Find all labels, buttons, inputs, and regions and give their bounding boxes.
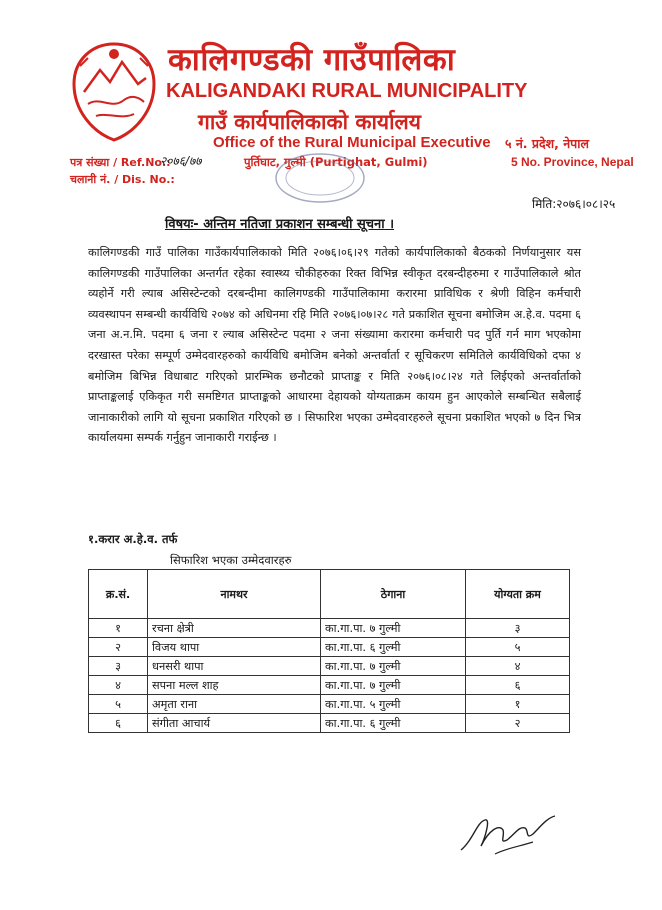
cell-name: संगीता आचार्य <box>148 714 321 733</box>
province-nepali: ५ नं. प्रदेश, नेपाल <box>505 136 589 151</box>
municipality-emblem <box>66 36 162 146</box>
section-heading: १.करार अ.हे.व. तर्फ <box>88 532 178 546</box>
office-stamp <box>270 148 370 208</box>
cell-serial: ५ <box>89 695 148 714</box>
cell-rank: १ <box>466 695 570 714</box>
municipality-title-english: KALIGANDAKI RURAL MUNICIPALITY <box>166 80 528 102</box>
cell-name: विजय थापा <box>148 638 321 657</box>
cell-name: धनसरी थापा <box>148 657 321 676</box>
candidate-table <box>88 569 570 733</box>
table-row <box>89 676 570 695</box>
table-row <box>89 619 570 638</box>
cell-rank: २ <box>466 714 570 733</box>
cell-address: का.गा.पा. ६ गुल्मी <box>321 638 466 657</box>
cell-address: का.गा.पा. ७ गुल्मी <box>321 676 466 695</box>
cell-serial: ४ <box>89 676 148 695</box>
cell-name: रचना क्षेत्री <box>148 619 321 638</box>
header-rank: योग्यता क्रम <box>466 570 570 619</box>
dis-no-label: चलानी नं. / Dis. No.: <box>70 173 175 186</box>
notice-body-paragraph: कालिगण्डकी गाउँ पालिका गाउँकार्यपालिकाको मिति २०७६।०६।२९ गतेको कार्यपालिकाको बैठकको निर्णयानुसार यस कालिगण्डकी गाउँपालिका अन्तर्गत रहेका स्वास्थ्य चौकीहरुका रिक्त विभिन्न स्वीकृत दरबन्दीहरुमा र गाउँपालिकाले श्रोत व्यहोर्ने गरी ल्याब असिस्टेन्टको दरबन्दीमा कालिगण्डकी गाउँपालिकामा करारमा प्राविधिक र श्रेणी विहिन कर्मचारी व्यवस्थापन सम्बन्धी कार्यविधि २०७४ को अधिनमा रहि मिति २०७६।०७।२८ गते प्रकाशित सूचना बमोजिम अ.हे.व. पदमा ६ जना अ.न.मि. पदमा ६ जना र ल्याब असिस्टेन्ट पदमा २ जना संख्यामा करारमा कर्मचारी पद पुर्ति गर्न माग भएकोमा दरखास्त परेका सम्पूर्ण उम्मेदवारहरुको कार्यविधि बमोजिम बनेको अन्तर्वार्ता र सूचिकरण समितिले कार्यविधिको दफा ४ बमोजिम बिभिन्न विधाबाट गरिएको प्रारम्भिक छनौटको प्राप्ताङ्क र मिति २०७६।०८।२४ गते लिईएको अन्तर्वार्ताको प्राप्ताङ्कलाई एकिकृत गरी समष्टिगत प्राप्ताङ्कको आधारमा देहायको योग्यताक्रम कायम हुन आएकोले सम्बन्धित सबैलाई जानाकारीको लागि यो सूचना प्रकाशित गरिएको छ । सिफारिश भएका उम्मेदवारहरुले सूचना प्रकाशित भएको ७ दिन भित्र कार्यालयमा सम्पर्क गर्नुहुन जानाकारी गराईन्छ । <box>88 246 581 445</box>
office-title-nepali: गाउँ कार्यपालिकाको कार्यालय <box>198 110 421 134</box>
table-row <box>89 638 570 657</box>
office-address: पुर्तिघाट, गुल्मी (Purtighat, Gulmi) <box>244 155 428 169</box>
cell-address: का.गा.पा. ६ गुल्मी <box>321 714 466 733</box>
notice-date: मिति:२०७६।०८।२५ <box>532 197 616 211</box>
cell-rank: ५ <box>466 638 570 657</box>
table-row <box>89 657 570 676</box>
province-english: 5 No. Province, Nepal <box>511 155 634 169</box>
cell-rank: ३ <box>466 619 570 638</box>
header-address: ठेगाना <box>321 570 466 619</box>
cell-address: का.गा.पा. ७ गुल्मी <box>321 657 466 676</box>
cell-name: सपना मल्ल शाह <box>148 676 321 695</box>
handwritten-signature <box>455 800 565 860</box>
cell-serial: ३ <box>89 657 148 676</box>
cell-serial: ६ <box>89 714 148 733</box>
cell-address: का.गा.पा. ५ गुल्मी <box>321 695 466 714</box>
cell-serial: २ <box>89 638 148 657</box>
ref-no-value: २०७६/७७ <box>160 154 202 168</box>
header-serial: क्र.सं. <box>89 570 148 619</box>
cell-rank: ४ <box>466 657 570 676</box>
table-row <box>89 695 570 714</box>
table-caption: सिफारिश भएका उम्मेदवारहरु <box>170 553 292 567</box>
notice-subject: विषयः- अन्तिम नतिजा प्रकाशन सम्बन्धी सूचना । <box>165 217 395 232</box>
cell-serial: १ <box>89 619 148 638</box>
cell-name: अमृता राना <box>148 695 321 714</box>
cell-address: का.गा.पा. ७ गुल्मी <box>321 619 466 638</box>
cell-rank: ६ <box>466 676 570 695</box>
header-name: नामथर <box>148 570 321 619</box>
ref-no-label: पत्र संख्या / Ref.No.: <box>70 156 171 169</box>
notice-body <box>88 243 581 449</box>
office-title-english: Office of the Rural Municipal Executive <box>213 134 491 151</box>
table-header-row <box>89 570 570 619</box>
municipality-title-nepali: कालिगण्डकी गाउँपालिका <box>168 42 456 78</box>
table-row <box>89 714 570 733</box>
